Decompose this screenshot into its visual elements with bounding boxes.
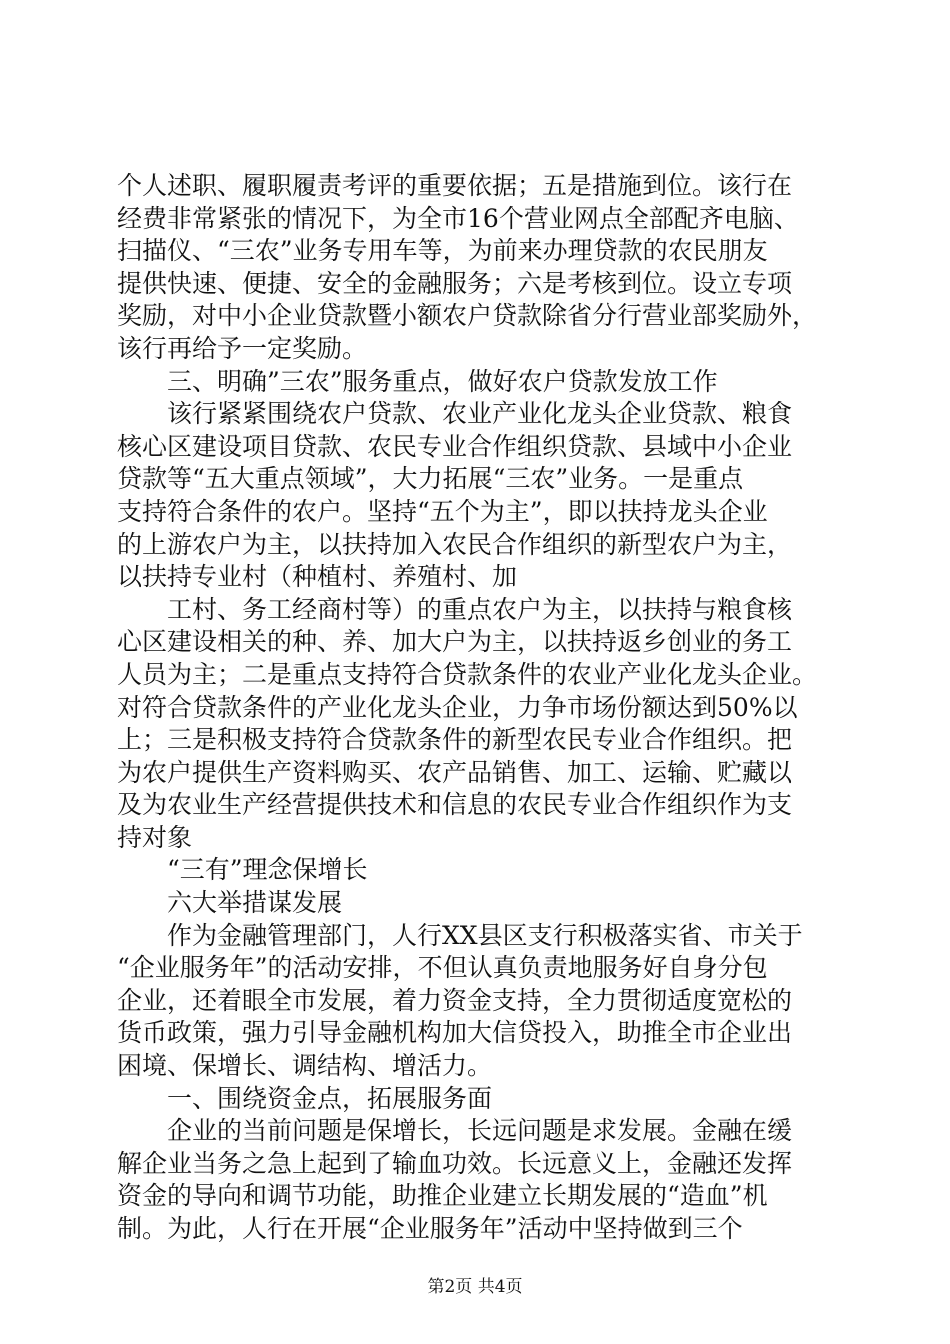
text-line: 扫描仪、“三农”业务专用车等，为前来办理贷款的农民朋友	[117, 236, 768, 266]
text-line: 奖励，对中小企业贷款暨小额农户贷款除省分行营业部奖励外，	[117, 301, 818, 331]
text-line: 提供快速、便捷、安全的金融服务；六是考核到位。设立专项	[117, 268, 793, 298]
text-line: 企业，还着眼全市发展，着力资金支持，全力贯彻适度宽松的	[117, 985, 793, 1015]
text-line: 为农户提供生产资料购买、农产品销售、加工、运输、贮藏以	[117, 757, 793, 787]
text-line: 资金的导向和调节功能，助推企业建立长期发展的“造血”机	[117, 1181, 768, 1211]
text-line: 三、明确”三农”服务重点，做好农户贷款发放工作	[167, 366, 718, 396]
page-number-label: 第2页 共4页	[427, 1277, 523, 1297]
text-line: 该行再给予一定奖励。	[117, 333, 368, 363]
text-line: 该行紧紧围绕农户贷款、农业产业化龙头企业贷款、粮食	[167, 399, 793, 429]
text-line: 对符合贷款条件的产业化龙头企业，力争市场份额达到50%以	[117, 692, 798, 722]
text-line: “三有”理念保增长	[167, 855, 368, 885]
text-line: 困境、保增长、调结构、增活力。	[117, 1051, 493, 1081]
text-line: 解企业当务之急上起到了输血功效。长远意义上，金融还发挥	[117, 1148, 793, 1178]
text-line: 工村、务工经商村等）的重点农户为主，以扶持与粮食核	[167, 594, 793, 624]
text-line: 六大举措谋发展	[167, 888, 343, 918]
text-line: 支持符合条件的农户。坚持“五个为主”，即以扶持龙头企业	[117, 496, 768, 526]
text-line: 的上游农户为主，以扶持加入农民合作组织的新型农户为主，	[117, 529, 793, 559]
text-line: 货币政策，强力引导金融机构加大信贷投入，助推全市企业出	[117, 1018, 793, 1048]
text-line: 上；三是积极支持符合贷款条件的新型农民专业合作组织。把	[117, 725, 793, 755]
text-line: 企业的当前问题是保增长，长远问题是求发展。金融在缓	[167, 1116, 793, 1146]
page-footer	[0, 1272, 950, 1297]
text-line: 作为金融管理部门，人行XX县区支行积极落实省、市关于	[167, 920, 803, 950]
text-line: 核心区建设项目贷款、农民专业合作组织贷款、县域中小企业	[117, 431, 793, 461]
text-line: 个人述职、履职履责考评的重要依据；五是措施到位。该行在	[117, 171, 793, 200]
text-line: 一、围绕资金点，拓展服务面	[167, 1083, 493, 1113]
text-line: 心区建设相关的种、养、加大户为主，以扶持返乡创业的务工	[117, 627, 793, 657]
document-body	[117, 170, 833, 1246]
text-line: 贷款等“五大重点领域”，大力拓展“三农”业务。一是重点	[117, 464, 744, 494]
text-line: 及为农业生产经营提供技术和信息的农民专业合作组织作为支	[117, 790, 793, 820]
text-line: 持对象	[117, 822, 193, 852]
text-line: “企业服务年”的活动安排，不但认真负责地服务好自身分包	[117, 953, 768, 983]
text-line: 经费非常紧张的情况下，为全市16个营业网点全部配齐电脑、	[117, 203, 799, 233]
text-line: 人员为主；二是重点支持符合贷款条件的农业产业化龙头企业。	[117, 659, 818, 689]
text-line: 制。为此，人行在开展“企业服务年”活动中坚持做到三个	[117, 1214, 743, 1243]
text-line: 以扶持专业村（种植村、养殖村、加	[117, 562, 518, 592]
